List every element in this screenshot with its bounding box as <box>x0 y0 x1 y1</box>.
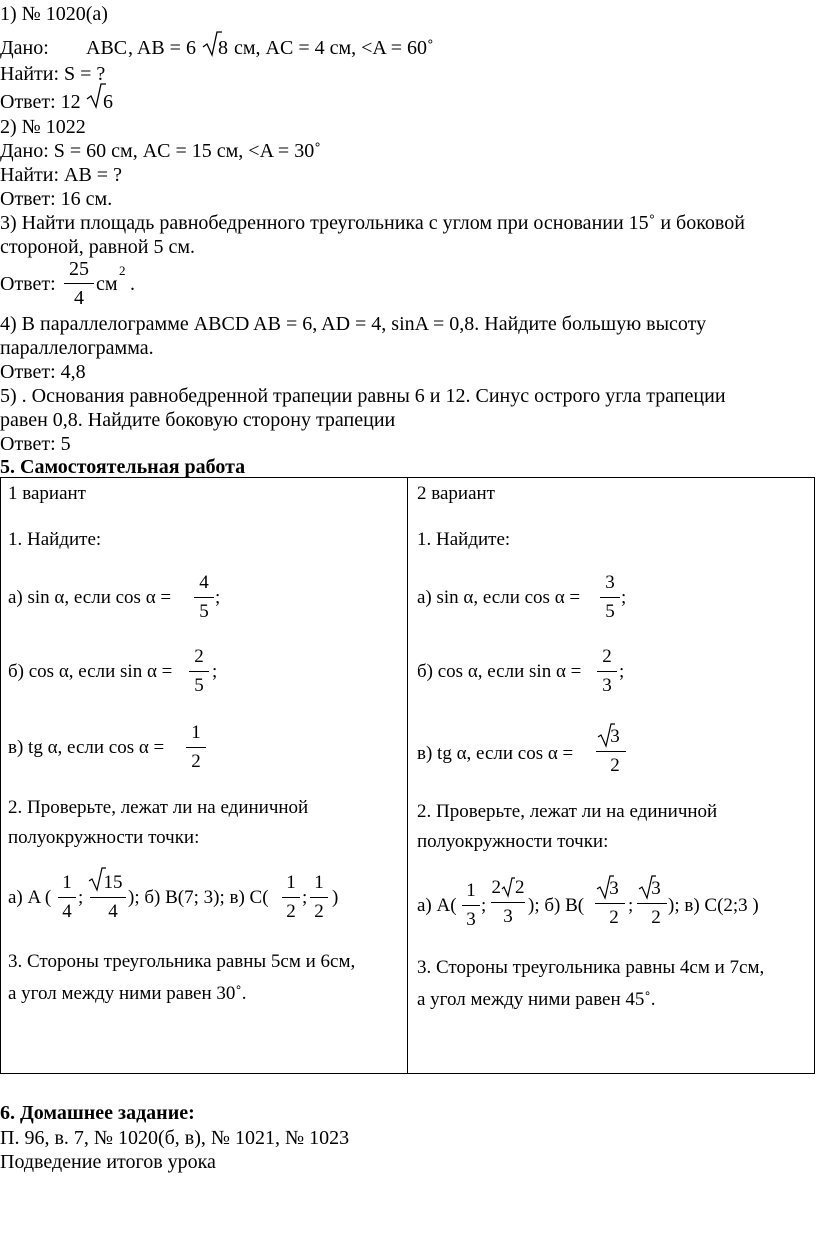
variant1-c-text: в) tg α, если cos α = <box>8 737 165 758</box>
variant1-a-text: а) sin α, если cos α = <box>8 587 172 608</box>
homework-title: 6. Домашнее задание: <box>0 1102 195 1124</box>
coefficient: 2 <box>491 877 501 898</box>
task3-line2: стороной, равной 5 см. <box>0 236 196 258</box>
variant2-point-c: ); в) C(2;3 ) <box>668 895 759 916</box>
fraction-denominator: 2 <box>286 901 296 922</box>
task3-answer-unit: см <box>96 273 118 295</box>
task3-answer-exponent: 2 <box>119 263 126 278</box>
fraction-denominator: 2 <box>609 907 619 928</box>
variant1-q2-line1: 2. Проверьте, лежат ли на единичной <box>8 797 309 818</box>
fraction-denominator: 4 <box>74 287 84 309</box>
task1-given-label: Дано: <box>0 37 49 59</box>
fraction-denominator: 5 <box>605 601 615 622</box>
variant2-c-text: в) tg α, если cos α = <box>417 743 574 764</box>
variant1-point-sep: ; <box>78 887 84 908</box>
fraction-denominator: 4 <box>108 901 118 922</box>
variant2-point-sep: ; <box>481 895 487 916</box>
fraction-numerator: 1 <box>286 872 296 893</box>
variant2-point-b-x <box>603 878 625 929</box>
task3-answer-label: Ответ: <box>0 273 56 295</box>
fraction-numerator: 25 <box>69 258 89 280</box>
variant1-point-close: ) <box>332 887 339 908</box>
fraction-numerator: 1 <box>466 880 476 901</box>
variant1-header: 1 вариант <box>8 483 86 504</box>
variant2-q2-line1: 2. Проверьте, лежат ли на единичной <box>417 801 718 822</box>
variant1-b-end: ; <box>212 661 218 682</box>
variant2-point-a-y <box>491 876 525 928</box>
fraction-denominator: 3 <box>466 909 476 930</box>
sqrt-sign-icon <box>501 876 515 898</box>
task4-line1: 4) В параллелограмме ABCD AB = 6, AD = 4, sinA = 0,8. Найдите большую высоту <box>0 313 707 335</box>
variant2-a-fraction <box>600 572 620 623</box>
task3-answer-end: . <box>130 273 135 295</box>
section5-title: 5. Самостоятельная работа <box>0 456 246 478</box>
variant2-a-text: а) sin α, если cos α = <box>417 587 581 608</box>
task5-line1: 5) . Основания равнобедренной трапеции равны 6 и 12. Синус острого угла трапеции <box>0 385 726 407</box>
homework-text: П. 96, в. 7, № 1020(б, в), № 1021, № 1023 <box>0 1127 350 1149</box>
fraction-denominator: 3 <box>503 906 513 927</box>
fraction-denominator: 2 <box>191 751 201 772</box>
fraction-numerator: 1 <box>314 872 324 893</box>
task5-answer: Ответ: 5 <box>0 433 71 455</box>
variant1-point-a-y <box>100 872 126 923</box>
variant2-b-end: ; <box>619 661 625 682</box>
radicand: 2 <box>515 877 525 898</box>
fraction-numerator: 2 <box>194 646 204 667</box>
task1-triangle: ABC <box>86 37 128 59</box>
lesson-summary: Подведение итогов урока <box>0 1151 216 1173</box>
task4-line2: параллелограмма. <box>0 337 154 359</box>
task2-answer: Ответ: 16 см. <box>0 188 113 210</box>
task2-given: Дано: S = 60 см, AC = 15 см, <A = 30˚ <box>0 140 321 162</box>
radicand: 15 <box>103 872 123 893</box>
fraction-denominator: 5 <box>194 675 204 696</box>
table-divider <box>407 477 408 1074</box>
variant1-point-a-open: а) A ( <box>8 887 52 908</box>
task2-title: 2) № 1022 <box>0 116 86 138</box>
variant1-c-fraction <box>186 722 206 773</box>
variant1-q2-line2: полуокружности точки: <box>8 827 200 848</box>
task1-answer: Ответ: 12 <box>0 91 81 113</box>
variant1-q3-line1: 3. Стороны треугольника равны 5см и 6см, <box>8 951 356 972</box>
variant2-b-text: б) cos α, если sin α = <box>417 661 582 682</box>
variant1-point-c-x <box>282 872 300 923</box>
variant1-point-a-x <box>58 872 76 923</box>
variant2-a-end: ; <box>621 587 627 608</box>
task3-answer-fraction <box>64 258 94 309</box>
task5-line2: равен 0,8. Найдите боковую сторону трапеции <box>0 409 396 431</box>
task1-title: 1) № 1020(а) <box>0 3 108 25</box>
variant1-point-sep: ; <box>302 887 308 908</box>
fraction-denominator: 2 <box>651 907 661 928</box>
fraction-numerator: 2 <box>602 646 612 667</box>
variant2-q3-line1: 3. Стороны треугольника равны 4см и 7см, <box>417 957 765 978</box>
variant2-q3-line2: а угол между ними равен 45˚. <box>417 989 656 1010</box>
variant2-c-fraction <box>604 726 626 777</box>
variant2-point-sep: ; <box>628 895 634 916</box>
fraction-numerator: 3 <box>605 572 615 593</box>
fraction-numerator: 1 <box>191 722 201 743</box>
task4-answer: Ответ: 4,8 <box>0 361 86 383</box>
variant2-point-b-y <box>645 878 667 929</box>
task1-answer-radicand: 6 <box>103 91 113 113</box>
fraction-denominator: 2 <box>314 901 324 922</box>
variant2-point-b-open: ); б) B( <box>528 895 585 916</box>
variant1-q3-line2: а угол между ними равен 30˚. <box>8 983 247 1004</box>
variant2-q2-line2: полуокружности точки: <box>417 831 609 852</box>
variant1-point-b: ); б) B(7; 3); в) C( <box>128 887 269 908</box>
task3-line1: 3) Найти площадь равнобедренного треугольника с углом при основании 15˚ и боковой <box>0 212 745 234</box>
fraction-numerator: 4 <box>199 572 209 593</box>
task1-ab-radicand: 8 <box>218 37 228 59</box>
fraction-denominator: 2 <box>610 755 620 776</box>
task2-find: Найти: AB = ? <box>0 164 122 186</box>
variant2-point-a-x <box>462 880 480 931</box>
variant2-b-fraction <box>597 646 617 697</box>
radicand: 3 <box>610 726 620 747</box>
fraction-denominator: 4 <box>62 901 72 922</box>
variant2-q1: 1. Найдите: <box>417 529 511 550</box>
task1-given-ab: , AB = 6 <box>128 37 196 59</box>
variant1-point-c-y <box>310 872 328 923</box>
fraction-denominator: 5 <box>199 601 209 622</box>
task1-given-rest: см, AC = 4 см, <A = 60˚ <box>234 37 434 59</box>
radicand: 3 <box>651 878 661 899</box>
radicand: 3 <box>609 878 619 899</box>
task1-find: Найти: S = ? <box>0 63 106 85</box>
variant1-b-text: б) cos α, если sin α = <box>8 661 173 682</box>
variant1-b-fraction <box>189 646 209 697</box>
variant2-point-a-open: а) A( <box>417 895 457 916</box>
variant2-header: 2 вариант <box>417 483 495 504</box>
variant1-q1: 1. Найдите: <box>8 529 102 550</box>
variant1-a-fraction <box>194 572 214 623</box>
fraction-denominator: 3 <box>602 675 612 696</box>
fraction-numerator: 1 <box>62 872 72 893</box>
variant1-a-end: ; <box>215 587 221 608</box>
